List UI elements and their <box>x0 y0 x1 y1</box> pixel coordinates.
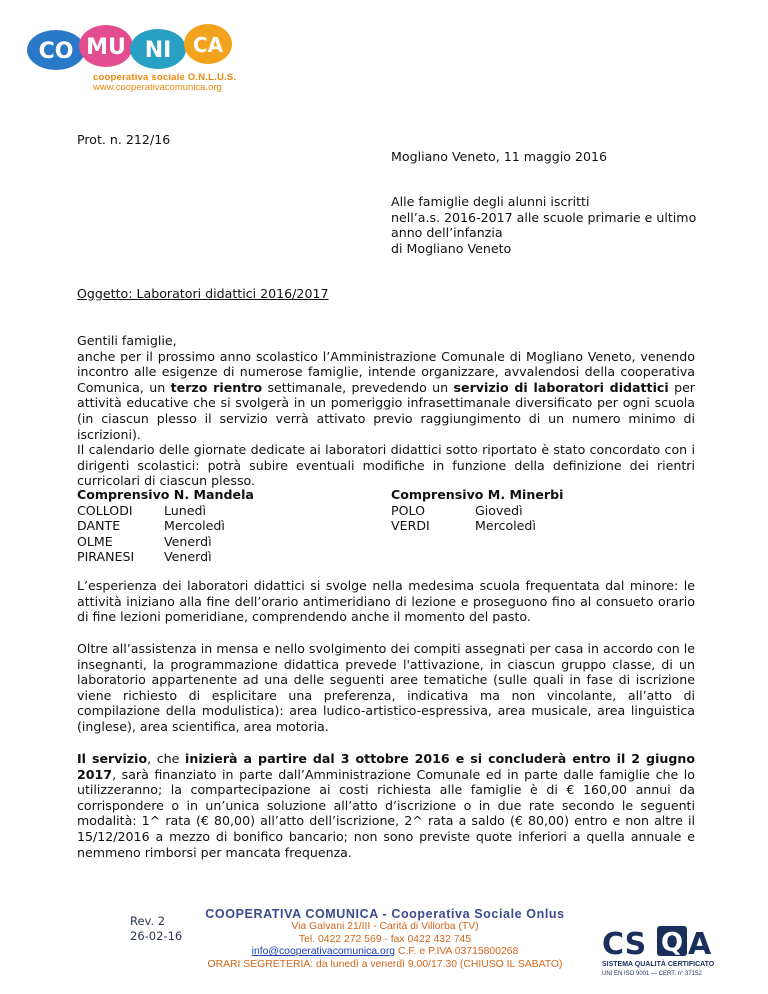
footer-email-line: info@cooperativacomunica.org C.F. e P.IVA 03715800268 <box>251 946 519 957</box>
recipient-block <box>391 194 711 256</box>
recipient-line: di Mogliano Veneto <box>391 240 512 256</box>
revision-block <box>130 914 182 944</box>
logo-letters-mu: MU <box>86 35 126 60</box>
logo-subtitle <box>93 73 236 93</box>
svg-text:CS: CS <box>602 927 647 962</box>
footer-phone: Tel. 0422 272 569 - fax 0422 432 745 <box>298 933 472 945</box>
revision-date: 26-02-16 <box>130 929 183 943</box>
schedule-row: COLLODI Lunedì <box>77 502 206 518</box>
logo-letters-ca: CA <box>192 33 224 57</box>
svg-text:Q: Q <box>660 928 684 958</box>
highlight-servizio-start: Il servizio <box>77 751 148 766</box>
paragraph-2: Il calendario delle giornate dedicate ai laboratori didattici sotto riportato è stato concordato con i dirigenti scolastici: potrà subire eventuali modifiche in funzione della definizione dei rientri curricolari di ciascun plesso. <box>77 442 695 489</box>
logo-website: www.cooperativacomunica.org <box>93 82 222 93</box>
paragraph-1: anche per il prossimo anno scolastico l’Amministrazione Comunale di Mogliano Veneto, venendo incontro alle esigenze di numerose famiglie, intende organizzare, avvalendosi della cooperativa Comunica, un terzo rientro settimanale, prevedendo un servizio di laboratori didattici per attività educative che si svolgerà in un pomeriggio infrasettimanale diversificato per ogni scuola (in ciascun plesso il servizio verrà attivato previo raggiungimento di un numero minimo di iscrizioni). <box>77 348 695 442</box>
schedule-minerbi <box>391 487 651 534</box>
schedule-title: Comprensivo N. Mandela <box>77 487 254 502</box>
footer-address: Via Galvani 21/III - Carità di Villorba (TV) <box>291 921 479 932</box>
csqa-brand: A <box>688 927 712 962</box>
footer-contacts <box>190 907 580 971</box>
comunica-logo-graphic <box>26 22 256 74</box>
footer-title: COOPERATIVA COMUNICA - Cooperativa Sociale Onlus <box>205 907 565 921</box>
paragraph-5: Il servizio, che inizierà a partire dal 3 ottobre 2016 e si concluderà entro il 2 giugno 2017, sarà finanziato in parte dall’Amministrazione Comunale ed in parte dalle famiglie che lo utilizzeranno; la compartecipazione ai costi richiesta alle famiglie è di € 160,00 annui da corrispondere o in un’unica soluzione all’atto d’iscrizione o in due rate secondo le seguenti modalità: 1^ rata (€ 80,00) all’atto dell’iscrizione, 2^ rata a saldo (€ 80,00) entro e non altre il 15/12/2016 a mezzo di bonifico bancario; non sono previste quote inferiori a quella annuale e nemmeno rimborsi per mancata frequenza. <box>77 751 695 860</box>
footer-email-link[interactable]: info@cooperativacomunica.org <box>251 946 396 957</box>
footer-hours: ORARI SEGRETERIA: da lunedì a venerdì 9.00/17.30 (CHIUSO IL SABATO) <box>207 958 563 970</box>
highlight-servizio: servizio di laboratori didattici <box>453 379 669 395</box>
paragraph-3: L’esperienza dei laboratori didattici si svolge nella medesima scuola frequentata dal minore: le attività iniziano alla fine dell’orario antimeridiano di lezione e proseguono fino al consueto orario di fine lezioni pomeridiane, comprendendo anche il momento del pasto. <box>77 578 695 625</box>
logo-letters-co: CO <box>38 39 74 64</box>
schedule-mandela <box>77 487 317 565</box>
logo-letters-ni: NI <box>144 38 172 63</box>
place-date: Mogliano Veneto, 11 maggio 2016 <box>391 149 607 164</box>
highlight-terzo-rientro: terzo rientro <box>170 379 263 395</box>
schedule-title: Comprensivo M. Minerbi <box>391 487 564 502</box>
protocol-number: Prot. n. 212/16 <box>77 132 171 147</box>
csqa-certification-logo <box>600 916 720 986</box>
recipient-line: anno dell’infanzia <box>391 225 503 241</box>
revision-number: Rev. 2 <box>130 914 166 928</box>
intro-block <box>77 333 695 489</box>
subject-line: Oggetto: Laboratori didattici 2016/2017 <box>77 286 329 301</box>
paragraph-4: Oltre all’assistenza in mensa e nello svolgimento dei compiti assegnati per casa in accordo con le insegnanti, la programmazione didattica prevede l'attivazione, in ciascun gruppo classe, di un laboratorio appartenente ad una delle seguenti aree tematiche (sulle quali in fase di iscrizione viene richiesto di esplicitare una preferenza, indicativa ma non vincolante, all’atto di compilazione della modulistica): area ludico-artistico-espressiva, area musicale, area linguistica (inglese), area scientifica, area motoria. <box>77 641 695 734</box>
schedule-row: POLO Giovedì <box>391 502 523 518</box>
schedule-row: OLME Venerdì <box>77 533 212 549</box>
csqa-logo-graphic <box>600 916 720 986</box>
logo-tagline: cooperativa sociale O.N.L.U.S. <box>93 72 237 83</box>
greeting: Gentili famiglie, <box>77 333 177 348</box>
csqa-line2: UNI EN ISO 9001 — CERT. n° 37152 <box>602 971 702 977</box>
highlight-dates: inizierà a partire dal 3 ottobre 2016 e si concluderà entro il 2 giugno 2017 <box>77 751 695 782</box>
schedule-row: PIRANESI Venerdì <box>77 549 212 565</box>
csqa-line1: SISTEMA QUALITÀ CERTIFICATO <box>602 961 715 968</box>
schedule-row: VERDI Mercoledì <box>391 518 536 534</box>
recipient-line: Alle famiglie degli alunni iscritti <box>391 194 590 209</box>
recipient-line: nell’a.s. 2016-2017 alle scuole primarie e ultimo <box>391 209 697 225</box>
schedule-row: DANTE Mercoledì <box>77 518 225 534</box>
